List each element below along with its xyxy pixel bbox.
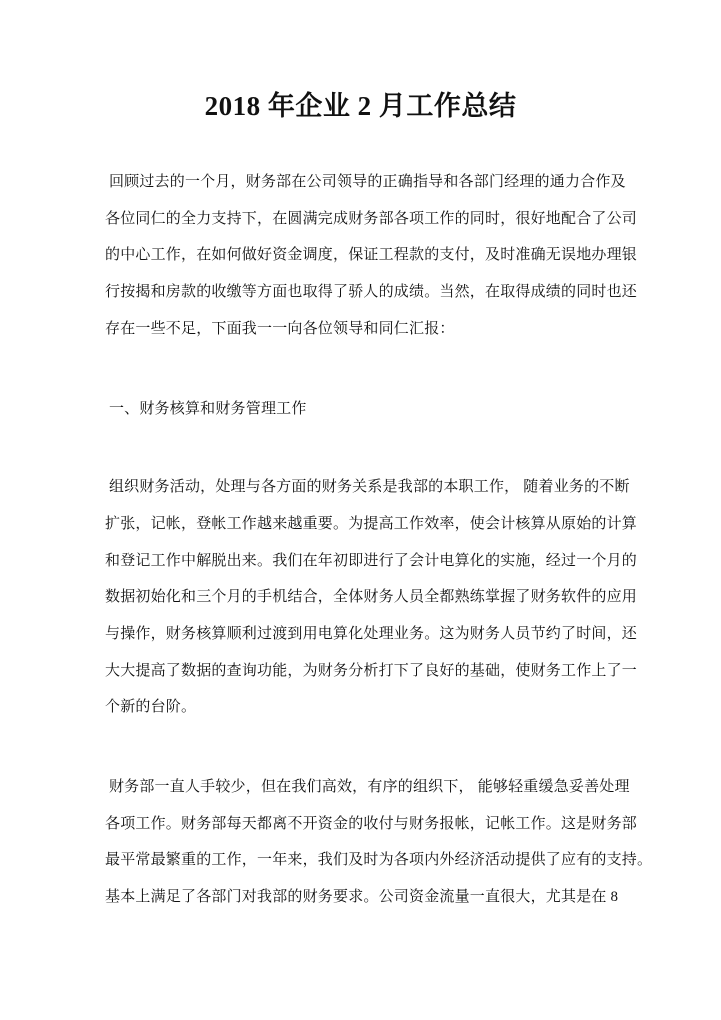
text-line: 组织财务活动，处理与各方面的财务关系是我部的本职工作， 随着业务的不断	[105, 479, 630, 496]
text-line: 个新的台阶。	[105, 699, 197, 716]
text-line: 各项工作。财务部每天都离不开资金的收付与财务报帐，记帐工作。这是财务部	[105, 815, 638, 832]
paragraph-accounting	[105, 469, 645, 726]
text-line: 和登记工作中解脱出来。我们在年初即进行了会计电算化的实施，经过一个月的	[105, 552, 638, 569]
text-line: 数据初始化和三个月的手机结合，全体财务人员全都熟练掌握了财务软件的应用	[105, 589, 638, 606]
paragraph-daily-work	[105, 769, 653, 916]
section-heading-finance-accounting: 一、财务核算和财务管理工作	[105, 401, 307, 418]
paragraph-intro	[105, 164, 645, 347]
text-line: 财务部一直人手较少，但在我们高效，有序的组织下， 能够轻重缓急妥善处理	[105, 778, 630, 795]
text-line: 扩张，记帐，登帐工作越来越重要。为提高工作效率，使会计核算从原始的计算	[105, 515, 638, 532]
text-line: 回顾过去的一个月，财务部在公司领导的正确指导和各部门经理的通力合作及	[105, 174, 626, 190]
text-line: 行按揭和房款的收缴等方面也取得了骄人的成绩。当然，在取得成绩的同时也还	[105, 284, 638, 301]
text-line: 基本上满足了各部门对我部的财务要求。公司资金流量一直很大，尤其是在 8	[105, 889, 619, 905]
document-body	[105, 164, 653, 916]
text-line: 的中心工作，在如何做好资金调度，保证工程款的支付，及时准确无误地办理银	[105, 247, 638, 264]
text-line: 最平常最繁重的工作，一年来，我们及时为各项内外经济活动提供了应有的支持。	[105, 852, 653, 869]
text-line: 存在一些不足，下面我一一向各位领导和同仁汇报：	[105, 320, 455, 337]
document-title: 2018 年企业 2 月工作总结	[204, 91, 517, 121]
text-line: 各位同仁的全力支持下，在圆满完成财务部各项工作的同时，很好地配合了公司	[105, 210, 638, 227]
text-line: 大大提高了数据的查询功能，为财务分析打下了良好的基础，使财务工作上了一	[105, 662, 638, 679]
text-line: 与操作，财务核算顺利过渡到用电算化处理业务。这为财务人员节约了时间，还	[105, 625, 638, 642]
